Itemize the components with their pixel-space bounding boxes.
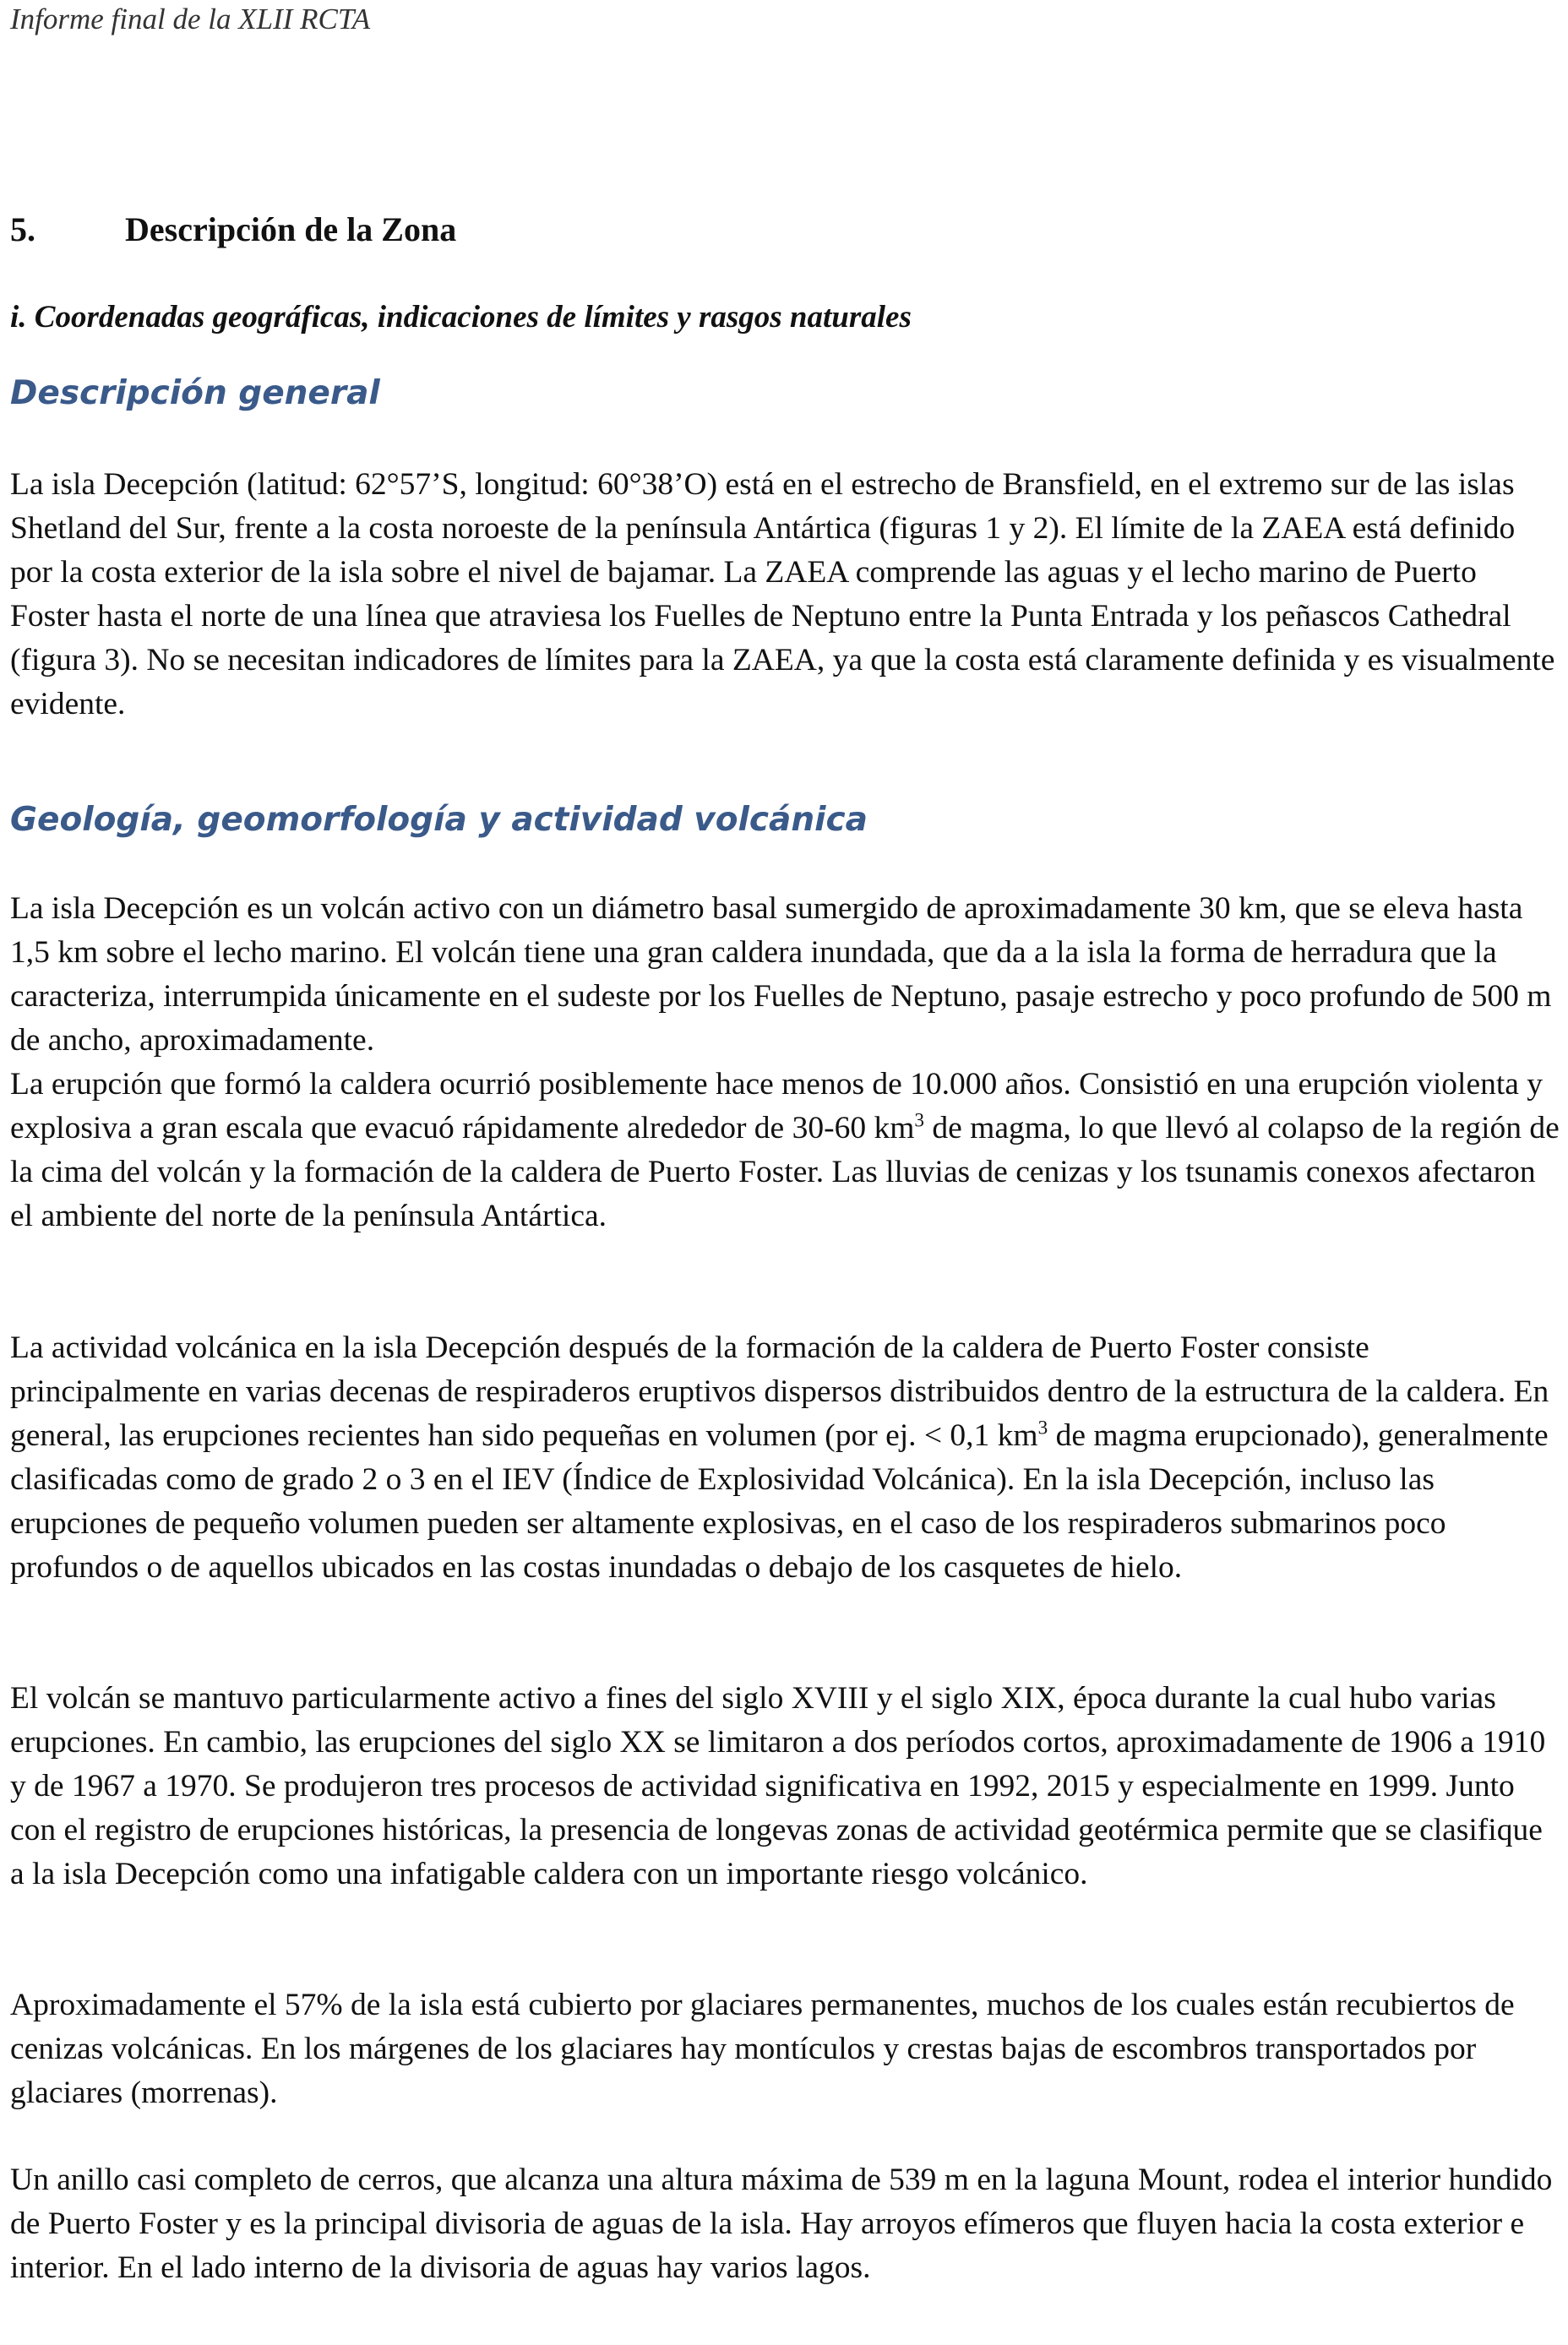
geology-heading: Geología, geomorfología y actividad volcánica: [10, 801, 868, 839]
section-number: 5.: [10, 210, 35, 248]
general-description-heading: Descripción general: [10, 374, 380, 412]
superscript-cubic: 3: [1037, 1417, 1048, 1439]
geology-paragraph-2: [10, 1063, 1563, 1238]
running-header: Informe final de la XLII RCTA: [10, 3, 371, 35]
geology-paragraph-3-text-a: La actividad volcánica en la isla Decepción después de la formación de la caldera de Puerto Foster consiste principalmente en varias decenas de respiraderos eruptivos dispersos distribuidos dentro de la estructura de la caldera. En general, las erupciones recientes han sido pequeñas en volumen (por ej. < 0,1 km: [10, 1330, 1549, 1453]
geology-paragraph-6: Un anillo casi completo de cerros, que alcanza una altura máxima de 539 m en la laguna Mount, rodea el interior hundido de Puerto Foster y es la principal divisoria de aguas de la isla. Hay arroyos efímeros que fluyen hacia la costa exterior e interior. En el lado interno de la divisoria de aguas hay varios lagos.: [10, 2163, 1553, 2285]
subsection-heading: i. Coordenadas geográficas, indicaciones de límites y rasgos naturales: [10, 300, 912, 335]
geology-paragraph-4: El volcán se mantuvo particularmente activo a fines del siglo XVIII y el siglo XIX, época durante la cual hubo varias erupciones. En cambio, las erupciones del siglo XX se limitaron a dos períodos cortos, aproximadamente de 1906 a 1910 y de 1967 a 1970. Se produjeron tres procesos de actividad significativa en 1992, 2015 y especialmente en 1999. Junto con el registro de erupciones históricas, la presencia de longevas zonas de actividad geotérmica permite que se clasifique a la isla Decepción como una infatigable caldera con un importante riesgo volcánico.: [10, 1681, 1546, 1891]
geology-paragraph-3-text-b: de magma erupcionado), generalmente clasificadas como de grado 2 o 3 en el IEV (Índice de Explosividad Volcánica). En la isla Decepción, incluso las erupciones de pequeño volumen pueden ser altamente explosivas, en el caso de los respiraderos submarinos poco profundos o de aquellos ubicados en las costas inundadas o debajo de los casquetes de hielo.: [10, 1418, 1549, 1585]
geology-paragraph-5: Aproximadamente el 57% de la isla está cubierto por glaciares permanentes, muchos de los cuales están recubiertos de cenizas volcánicas. En los márgenes de los glaciares hay montículos y crestas bajas de escombros transportados por glaciares (morrenas).: [10, 1988, 1515, 2110]
geology-paragraph-2-text-a: La erupción que formó la caldera ocurrió posiblemente hace menos de 10.000 años. Consistió en una erupción violenta y explosiva a gran escala que evacuó rápidamente alrededor de 30-60 km: [10, 1067, 1544, 1145]
section-heading: [10, 209, 456, 250]
geology-paragraph-3: [10, 1326, 1563, 1590]
section-title: Descripción de la Zona: [125, 210, 457, 248]
general-description-paragraph: La isla Decepción (latitud: 62°57’S, longitud: 60°38’O) está en el estrecho de Bransfield, en el extremo sur de las islas Shetland del Sur, frente a la costa noroeste de la península Antártica (figuras 1 y 2). El límite de la ZAEA está definido por la costa exterior de la isla sobre el nivel de bajamar. La ZAEA comprende las aguas y el lecho marino de Puerto Foster hasta el norte de una línea que atraviesa los Fuelles de Neptuno entre la Punta Entrada y los peñascos Cathedral (figura 3). No se necesitan indicadores de límites para la ZAEA, ya que la costa está claramente definida y es visualmente evidente.: [10, 467, 1555, 721]
geology-paragraph-1: La isla Decepción es un volcán activo con un diámetro basal sumergido de aproximadamente 30 km, que se eleva hasta 1,5 km sobre el lecho marino. El volcán tiene una gran caldera inundada, que da a la isla la forma de herradura que la caracteriza, interrumpida únicamente en el sudeste por los Fuelles de Neptuno, pasaje estrecho y poco profundo de 500 m de ancho, aproximadamente.: [10, 891, 1552, 1058]
geology-paragraph-2-text-b: de magma, lo que llevó al colapso de la región de la cima del volcán y la formación de la caldera de Puerto Foster. Las lluvias de cenizas y los tsunamis conexos afectaron el ambiente del norte de la península Antártica.: [10, 1111, 1560, 1233]
superscript-cubic: 3: [914, 1109, 924, 1132]
